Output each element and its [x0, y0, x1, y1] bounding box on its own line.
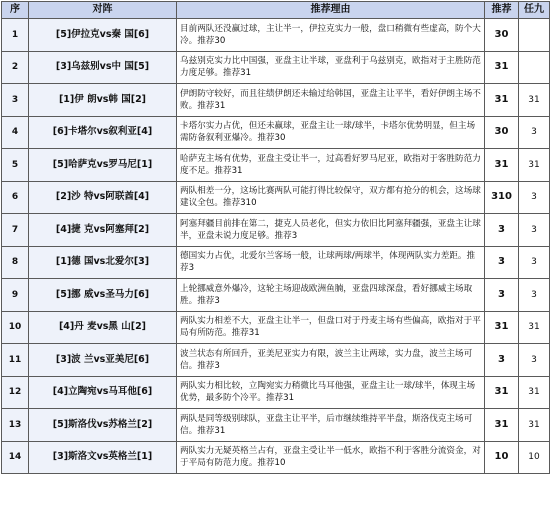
header-teams: 对阵: [29, 2, 177, 19]
table-row: [2, 311, 550, 344]
row-rec: 3: [485, 344, 519, 377]
row-rec: 30: [485, 19, 519, 52]
row-num: 11: [2, 344, 29, 377]
row-ren9: [519, 51, 550, 84]
row-rec: 3: [485, 246, 519, 279]
row-ren9: 3: [519, 116, 550, 149]
row-rec: 30: [485, 116, 519, 149]
row-ren9: 31: [519, 409, 550, 442]
table-row: [2, 149, 550, 182]
row-rec: 3: [485, 279, 519, 312]
header-ren9: 任九: [519, 2, 550, 19]
row-rec: 31: [485, 149, 519, 182]
row-rec: 3: [485, 214, 519, 247]
row-teams: [4]丹 麦vs黑 山[2]: [29, 311, 177, 344]
table-row: [2, 441, 550, 474]
recommendation-table: [1, 1, 550, 474]
table-row: [2, 214, 550, 247]
row-num: 5: [2, 149, 29, 182]
table-row: [2, 409, 550, 442]
header-rec: 推荐: [485, 2, 519, 19]
row-num: 4: [2, 116, 29, 149]
row-reason: 两队实力相差不大，亚盘主让半一，但盘口对于丹麦主场有些偏高，欧指对于平局有所防范。推荐31: [177, 311, 485, 344]
table-row: [2, 181, 550, 214]
row-rec: 310: [485, 181, 519, 214]
row-teams: [1]德 国vs北爱尔[3]: [29, 246, 177, 279]
row-num: 2: [2, 51, 29, 84]
table-row: [2, 344, 550, 377]
row-teams: [5]伊拉克vs秦 国[6]: [29, 19, 177, 52]
row-reason: 阿塞拜疆目前排在第二，捷克人员老化，但实力依旧比阿塞拜疆强，亚盘主让球半，亚盘未说力度足够。推荐3: [177, 214, 485, 247]
table-row: [2, 376, 550, 409]
row-num: 8: [2, 246, 29, 279]
row-teams: [4]立陶宛vs马耳他[6]: [29, 376, 177, 409]
row-teams: [3]斯洛文vs英格兰[1]: [29, 441, 177, 474]
row-rec: 31: [485, 409, 519, 442]
row-num: 14: [2, 441, 29, 474]
row-ren9: 31: [519, 149, 550, 182]
row-ren9: 3: [519, 214, 550, 247]
row-teams: [5]哈萨克vs罗马尼[1]: [29, 149, 177, 182]
row-ren9: 3: [519, 344, 550, 377]
row-reason: 上轮挪威意外爆冷，这轮主场迎战欧洲鱼腩，亚盘四球深盘，看好挪威主场取胜。推荐3: [177, 279, 485, 312]
row-reason: 两队是同等级别球队，亚盘主让平半，后市继续维持平半盘，斯洛伐克主场可信。推荐31: [177, 409, 485, 442]
row-num: 7: [2, 214, 29, 247]
row-ren9: 3: [519, 181, 550, 214]
table-header-row: [2, 2, 550, 19]
row-reason: 德国实力占优，北爱尔兰客场一般，让球两球/两球半，体现两队实力差距。推荐3: [177, 246, 485, 279]
row-teams: [3]乌兹别vs中 国[5]: [29, 51, 177, 84]
row-rec: 31: [485, 51, 519, 84]
row-reason: 两队实力无疑英格兰占有，亚盘主受让半一低水，欧指不利于客胜分流资金，对于平局有防范力度。推荐10: [177, 441, 485, 474]
table-row: [2, 246, 550, 279]
table-row: [2, 84, 550, 117]
row-teams: [1]伊 朗vs韩 国[2]: [29, 84, 177, 117]
table-row: [2, 279, 550, 312]
row-teams: [6]卡塔尔vs叙利亚[4]: [29, 116, 177, 149]
table-row: [2, 51, 550, 84]
row-num: 1: [2, 19, 29, 52]
row-reason: 伊朗防守较好，而且往绩伊朗还未输过给韩国，亚盘主让平半，看好伊朗主场不败。推荐31: [177, 84, 485, 117]
row-ren9: 31: [519, 311, 550, 344]
table-row: [2, 19, 550, 52]
row-reason: 目前两队还没赢过球，主让半一，伊拉克实力一般，盘口稍微有些虚高，防个大冷。推荐30: [177, 19, 485, 52]
row-rec: 10: [485, 441, 519, 474]
row-teams: [4]捷 克vs阿塞拜[2]: [29, 214, 177, 247]
row-num: 12: [2, 376, 29, 409]
row-num: 10: [2, 311, 29, 344]
row-ren9: 10: [519, 441, 550, 474]
row-num: 13: [2, 409, 29, 442]
row-ren9: 31: [519, 376, 550, 409]
row-reason: 卡塔尔实力占优，但还未赢球，亚盘主让一球/球半，卡塔尔优势明显，但主场需防备叙利亚爆冷。推荐30: [177, 116, 485, 149]
row-reason: 哈萨克主场有优势，亚盘主受让半一，过高看好罗马尼亚，欧指对于客胜防范力度不足。推荐31: [177, 149, 485, 182]
row-teams: [3]波 兰vs亚美尼[6]: [29, 344, 177, 377]
row-ren9: 3: [519, 246, 550, 279]
row-ren9: 3: [519, 279, 550, 312]
row-ren9: 31: [519, 84, 550, 117]
header-num: 序: [2, 2, 29, 19]
row-teams: [2]沙 特vs阿联酋[4]: [29, 181, 177, 214]
row-reason: 波兰状态有所回升，亚美尼亚实力有限，波兰主让两球，实力盘，波兰主场可信。推荐3: [177, 344, 485, 377]
row-reason: 乌兹别克实力比中国强，亚盘主让半球，亚盘利于乌兹别克，欧指对于主胜防范力度足够。推荐31: [177, 51, 485, 84]
row-num: 6: [2, 181, 29, 214]
row-rec: 31: [485, 376, 519, 409]
row-reason: 两队相差一分，这场比赛两队可能打得比较保守，双方都有抢分的机会，这场球建议全包。推荐310: [177, 181, 485, 214]
row-rec: 31: [485, 84, 519, 117]
row-reason: 两队实力相比较，立陶宛实力稍微比马耳他强，亚盘主让一球/球半，体现主场优势，最多防个冷平。推荐31: [177, 376, 485, 409]
row-rec: 31: [485, 311, 519, 344]
row-teams: [5]挪 威vs圣马力[6]: [29, 279, 177, 312]
row-ren9: [519, 19, 550, 52]
row-num: 3: [2, 84, 29, 117]
row-num: 9: [2, 279, 29, 312]
header-reason: 推荐理由: [177, 2, 485, 19]
table-row: [2, 116, 550, 149]
row-teams: [5]斯洛伐vs苏格兰[2]: [29, 409, 177, 442]
